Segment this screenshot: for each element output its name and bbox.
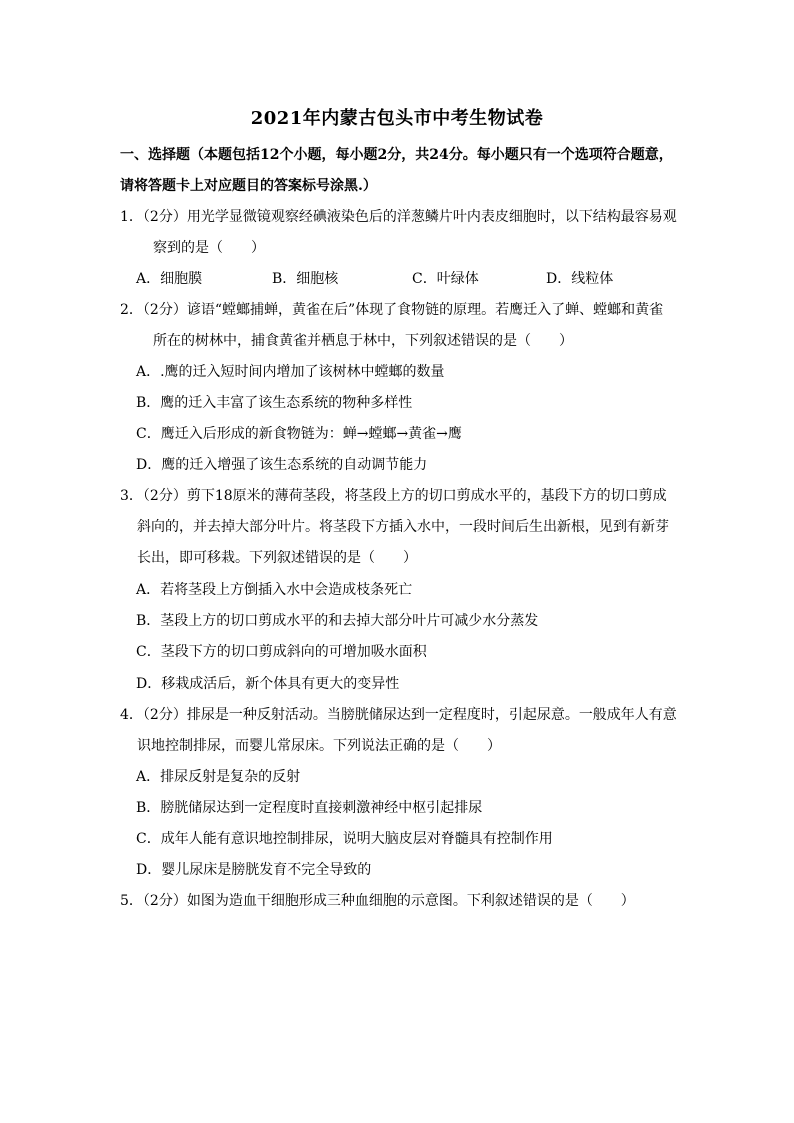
question-3-line3: 长出，即可移栽。下列叙述错误的是（ ）	[137, 550, 417, 566]
question-3-option-c: C．茎段下方的切口剪成斜向的可增加吸水面积	[136, 644, 427, 660]
question-4-line1: 4．（2分）排尿是一种反射活动。当膀胱储尿达到一定程度时，引起尿意。一般成年人有意	[120, 707, 677, 723]
question-4-option-d: D．婴儿尿床是膀胱发育不完全导致的	[136, 862, 372, 878]
question-3-line2: 斜向的，并去掉大部分叶片。将茎段下方插入水中，一段时间后生出新根，见到有新芽	[137, 519, 669, 535]
question-2-option-c: C．鹰迁入后形成的新食物链为：蝉→螳螂→黄雀→鹰	[136, 426, 462, 442]
question-1-option-c: C．叶绿体	[412, 271, 479, 287]
question-2-line1: 2．（2分）谚语“螳螂捕蝉，黄雀在后”体现了食物链的原理。若鹰迁入了蝉、螳螂和黄雀	[120, 302, 664, 318]
question-2-option-d: D．鹰的迁入增强了该生态系统的自动调节能力	[136, 457, 428, 473]
page-title: 2021年内蒙古包头市中考生物试卷	[250, 108, 544, 129]
question-2-line2: 所在的树林中，捕食黄雀并栖息于林中，下列叙述错误的是（ ）	[153, 333, 573, 349]
question-1-option-d: D．线粒体	[546, 271, 614, 287]
question-3-option-a: A．若将茎段上方倒插入水中会造成枝条死亡	[136, 582, 413, 598]
question-2-option-a: A．.鹰的迁入短时间内增加了该树林中螳螂的数量	[136, 364, 445, 380]
question-3-line1: 3．（2分）剪下18原米的薄荷茎段，将茎段上方的切口剪成水平的，基段下方的切口剪成	[120, 488, 667, 504]
question-4-option-b: B．膀胱储尿达到一定程度时直接刺激神经中枢引起排尿	[136, 800, 483, 816]
question-4-option-a: A．排尿反射是复杂的反射	[136, 769, 301, 785]
question-1-option-b: B．细胞核	[272, 271, 339, 287]
section-heading-line1: 一、选择题（本题包括12个小题，每小题2分，共24分。每小题只有一个选项符合题意，	[120, 147, 673, 163]
question-1-option-a: A．细胞膜	[136, 271, 203, 287]
question-3-option-d: D．移栽成活后，新个体具有更大的变异性	[136, 676, 400, 692]
question-4-line2: 识地控制排尿，而婴儿常尿床。下列说法正确的是（ ）	[137, 738, 501, 754]
question-1-line2: 察到的是（ ）	[153, 240, 265, 256]
question-2-option-b: B．鹰的迁入丰富了该生态系统的物种多样性	[136, 395, 413, 411]
question-3-option-b: B．茎段上方的切口剪成水平的和去掉大部分叶片可减少水分蒸发	[136, 613, 539, 629]
question-5-line1: 5．（2分）如图为造血干细胞形成三种血细胞的示意图。下利叙述错误的是（ ）	[120, 893, 635, 909]
question-4-option-c: C．成年人能有意识地控制排尿，说明大脑皮层对脊髓具有控制作用	[136, 831, 553, 847]
section-heading-line2: 请将答题卡上对应题目的答案标号涂黑.）	[120, 178, 377, 194]
question-1-line1: 1．（2分）用光学显微镜观察经碘液染色后的洋葱鳞片叶内表皮细胞时，以下结构最容易观	[120, 209, 677, 225]
